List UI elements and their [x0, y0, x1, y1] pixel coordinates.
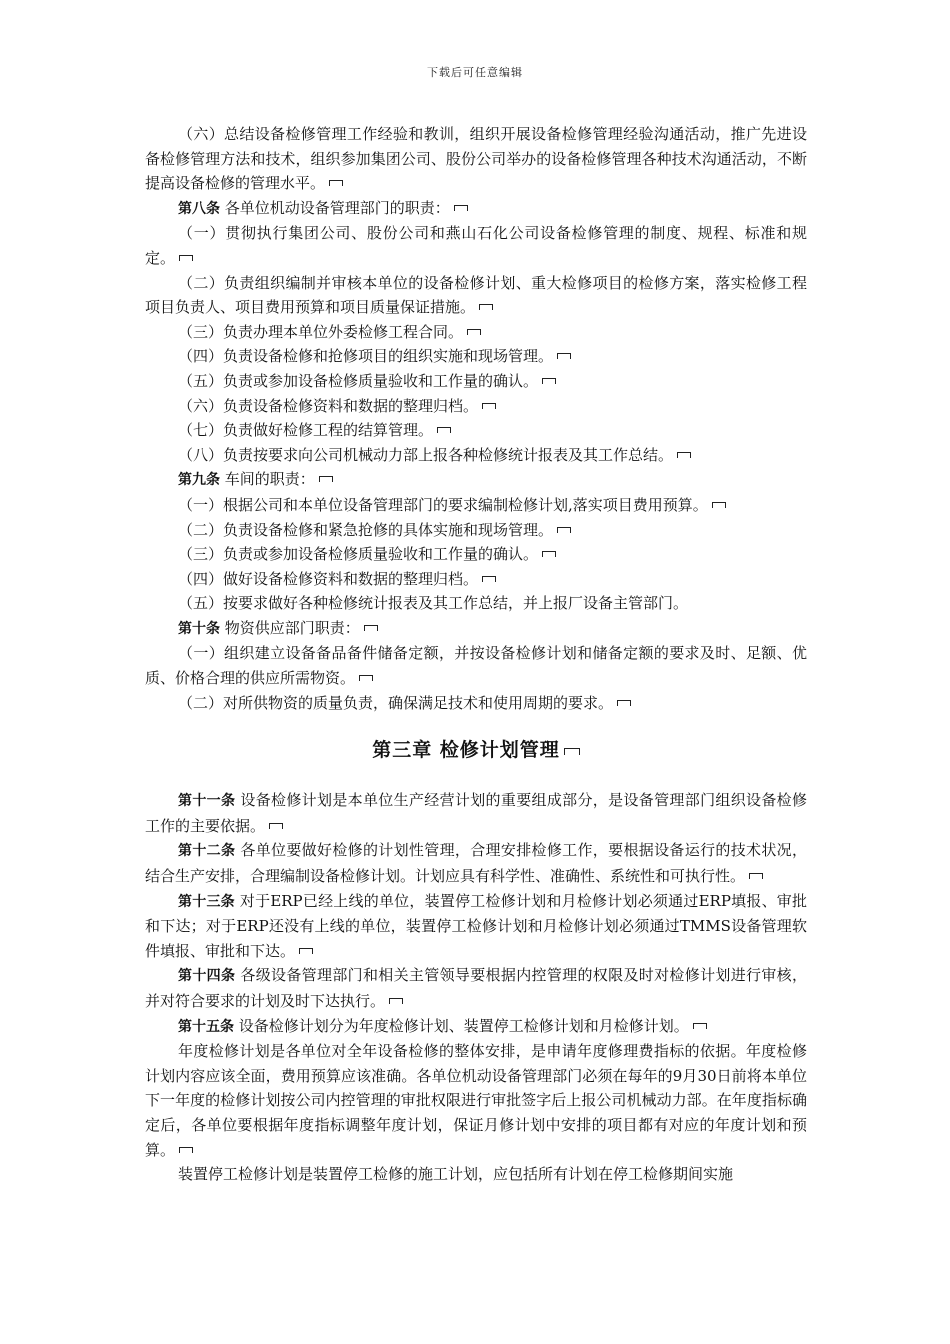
paragraph — [145, 963, 807, 1013]
paragraph-text: 设备检修计划是本单位生产经营计划的重要组成部分，是设备管理部门组织设备检修工作的主要依据。 — [145, 791, 807, 835]
paragraph — [145, 691, 807, 716]
paragraph-mark-icon — [299, 948, 313, 954]
paragraph — [145, 196, 807, 222]
paragraph — [145, 221, 807, 270]
paragraph-mark-icon — [557, 353, 571, 359]
article-label: 第十四条 — [178, 968, 236, 985]
paragraph-mark-icon — [482, 403, 496, 409]
paragraph-mark-icon — [693, 1023, 707, 1029]
paragraph — [145, 567, 807, 592]
paragraph-text: （二）对所供物资的质量负责，确保满足技术和使用周期的要求。 — [178, 693, 614, 712]
paragraph — [145, 641, 807, 690]
article-label: 第十二条 — [178, 843, 236, 860]
paragraph — [145, 271, 807, 320]
paragraph — [145, 443, 807, 468]
article-label: 第八条 — [178, 200, 220, 217]
paragraph-mark-icon — [319, 476, 333, 482]
article-label: 第十三条 — [178, 893, 235, 910]
paragraph — [145, 518, 807, 543]
paragraph-text: 装置停工检修计划是装置停工检修的施工计划，应包括所有计划在停工检修期间实施 — [178, 1165, 734, 1184]
paragraph-mark-icon — [557, 527, 571, 533]
paragraph-mark-icon — [179, 255, 193, 261]
article-label: 第九条 — [178, 472, 220, 489]
paragraph — [145, 1162, 807, 1187]
paragraph — [145, 418, 807, 443]
paragraph — [145, 122, 807, 196]
paragraph-text: （五）按要求做好各种检修统计报表及其工作总结，并上报厂设备主管部门。 — [178, 594, 689, 613]
paragraph-mark-icon — [542, 551, 556, 557]
paragraph — [145, 369, 807, 394]
paragraph-mark-icon — [179, 1147, 193, 1153]
paragraph-mark-icon — [749, 873, 763, 879]
chapter-title: 第三章 检修计划管理 — [372, 739, 560, 762]
paragraph-text: （四）负责设备检修和抢修项目的组织实施和现场管理。 — [178, 347, 554, 366]
page-header: 下载后可任意编辑 — [427, 66, 523, 79]
chapter-heading — [145, 735, 807, 762]
paragraph-text: 各单位要做好检修的计划性管理，合理安排检修工作，要根据设备运行的技术状况，结合生产安排，合理编制设备检修计划。计划应具有科学性、准确性、系统性和可执行性。 — [145, 841, 807, 886]
paragraph-mark-icon — [564, 748, 580, 755]
paragraph-text: （三）负责办理本单位外委检修工程合同。 — [178, 322, 464, 341]
paragraph — [145, 493, 807, 518]
section-duties — [145, 122, 807, 715]
paragraph — [145, 838, 807, 888]
paragraph — [145, 344, 807, 369]
paragraph — [145, 889, 807, 964]
paragraph — [145, 1039, 807, 1162]
paragraph-mark-icon — [542, 378, 556, 384]
paragraph-mark-icon — [269, 823, 283, 829]
paragraph-mark-icon — [479, 304, 493, 310]
paragraph-mark-icon — [359, 675, 373, 681]
paragraph-mark-icon — [437, 427, 451, 433]
paragraph-text: 设备检修计划分为年度检修计划、装置停工检修计划和月检修计划。 — [234, 1016, 689, 1035]
paragraph-text: 物资供应部门职责： — [220, 618, 360, 637]
article-label: 第十一条 — [178, 793, 236, 810]
paragraph — [145, 320, 807, 345]
paragraph-text: 各级设备管理部门和相关主管领导要根据内控管理的权限及时对检修计划进行审核，并对符合要求的计划及时下达执行。 — [145, 966, 807, 1010]
paragraph-text: （一）组织建立设备备品备件储备定额，并按设备检修计划和储备定额的要求及时、足额、优质、价格合理的供应所需物资。 — [145, 644, 807, 688]
paragraph-text: （七）负责做好检修工程的结算管理。 — [178, 421, 434, 440]
paragraph-mark-icon — [329, 180, 343, 186]
document-body — [145, 122, 807, 1187]
paragraph-text: 对于ERP已经上线的单位，装置停工检修计划和月检修计划必须通过ERP填报、审批和下达；对于ERP还没有上线的单位，装置停工检修计划和月检修计划必须通过TMMS设备管理软件填报、审批和下达。 — [145, 891, 808, 960]
paragraph-text: 各单位机动设备管理部门的职责： — [220, 198, 450, 217]
paragraph-text: （一）贯彻执行集团公司、股份公司和燕山石化公司设备检修管理的制度、规程、标准和规定。 — [145, 224, 807, 267]
section-plan-management — [145, 788, 807, 1187]
paragraph-mark-icon — [617, 700, 631, 706]
paragraph-mark-icon — [389, 998, 403, 1004]
paragraph-text: （二）负责设备检修和紧急抢修的具体实施和现场管理。 — [178, 520, 554, 539]
paragraph-text: （二）负责组织编制并审核本单位的设备检修计划、重大检修项目的检修方案，落实检修工程项目负责人、项目费用预算和项目质量保证措施。 — [145, 273, 807, 317]
paragraph-mark-icon — [677, 452, 691, 458]
paragraph — [145, 467, 807, 493]
paragraph-text: （一）根据公司和本单位设备管理部门的要求编制检修计划,落实项目费用预算。 — [178, 495, 708, 514]
paragraph — [145, 1014, 807, 1040]
article-label: 第十五条 — [178, 1018, 234, 1035]
paragraph-text: （六）总结设备检修管理工作经验和教训，组织开展设备检修管理经验沟通活动，推广先进设备检修管理方法和技术，组织参加集团公司、股份公司举办的设备检修管理各种技术沟通活动，不断提高设备检修的管理水平。 — [145, 125, 807, 193]
paragraph-text: 年度检修计划是各单位对全年设备检修的整体安排，是申请年度修理费指标的依据。年度检修计划内容应该全面，费用预算应该准确。各单位机动设备管理部门必须在每年的9月30日前将本单位下一年度的检修计划按公司内控管理的审批权限进行审批签字后上报公司机械动力部。在年度指标确定后，各单位要根据年度指标调整年度计划，保证月修计划中安排的项目都有对应的年度计划和预算。 — [145, 1042, 807, 1159]
paragraph — [145, 394, 807, 419]
paragraph-text: （八）负责按要求向公司机械动力部上报各种检修统计报表及其工作总结。 — [178, 445, 674, 464]
paragraph — [145, 591, 807, 616]
paragraph-mark-icon — [364, 625, 378, 631]
paragraph — [145, 788, 807, 838]
article-label: 第十条 — [178, 620, 220, 637]
paragraph — [145, 616, 807, 642]
paragraph-mark-icon — [712, 502, 726, 508]
paragraph — [145, 542, 807, 567]
paragraph-text: （三）负责或参加设备检修质量验收和工作量的确认。 — [178, 545, 539, 564]
paragraph-text: （六）负责设备检修资料和数据的整理归档。 — [178, 396, 479, 415]
paragraph-mark-icon — [467, 329, 481, 335]
paragraph-text: （四）做好设备检修资料和数据的整理归档。 — [178, 569, 479, 588]
paragraph-text: （五）负责或参加设备检修质量验收和工作量的确认。 — [178, 371, 539, 390]
paragraph-mark-icon — [482, 576, 496, 582]
paragraph-mark-icon — [454, 205, 468, 211]
paragraph-text: 车间的职责： — [220, 470, 315, 489]
